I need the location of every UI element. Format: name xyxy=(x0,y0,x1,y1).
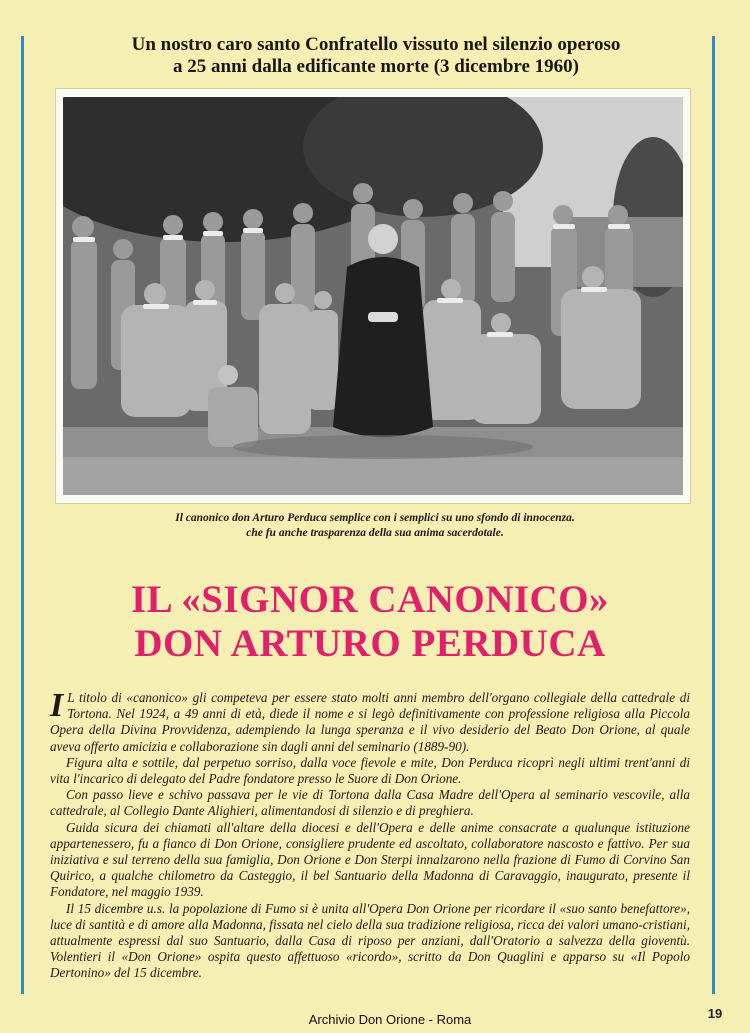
page-number: 19 xyxy=(707,1006,723,1021)
group-photo xyxy=(63,97,683,495)
drop-cap: I xyxy=(50,687,64,724)
title-line-1: IL «SIGNOR CANONICO» xyxy=(130,578,610,621)
caption-line-2: che fu anche trasparenza della sua anima sacerdotale. xyxy=(246,527,504,539)
article-body xyxy=(50,687,690,982)
paragraph-1 xyxy=(50,687,690,755)
right-blue-rule xyxy=(712,36,715,994)
left-blue-rule xyxy=(21,36,24,994)
paragraph-2: Figura alta e sottile, dal perpetuo sorriso, dalla voce fievole e mite, Don Perduca ricoprì negli ultimi trent'anni di vita l'incarico di delegato del Padre fondatore presso le Suore di Don Orione. xyxy=(50,754,690,787)
paragraph-3: Con passo lieve e schivo passava per le vie di Tortona dalla Casa Madre dell'Opera al seminario vescovile, alla cattedrale, al Collegio Dante Alighieri, alimentandosi di silenzio e di preghiera. xyxy=(50,787,690,819)
header-line-1: Un nostro caro santo Confratello vissuto nel silenzio operoso xyxy=(131,34,621,55)
photo-frame xyxy=(56,89,690,503)
article-title xyxy=(28,578,712,666)
paragraph-5: Il 15 dicembre u.s. la popolazione di Fumo si è unita all'Opera Don Orione per ricordare il «suo santo benefattore», luce di santità e di amore alla Madonna, fissata nel cielo della sua tradizione religiosa, ricca dei valori umano-cristiani, attualmente espressi dal suo Santuario, dalla Casa di riposo per anziani, dall'Oratorio a salvezza della gioventù. Volentieri il «Don Orione» ospita questo affettuoso «ricordo», scritto da Don Quaglini e apparso su «Il Popolo Dertonino» del 15 dicembre. xyxy=(50,900,690,981)
paragraph-4: Guida sicura dei chiamati all'altare della diocesi e dell'Opera e delle anime consacrate a qualunque istituzione appartenessero, fu a fianco di Don Orione, consigliere prudente ed ascoltato, collaboratore nascosto e fattivo. Per sua iniziativa e sul terreno della sua famiglia, Don Orione e Don Sterpi innalzarono nella frazione di Fumo di Corvino San Quirico, a qualche chilometro da Casteggio, il bel Santuario della Madonna di Caravaggio, inaugurato, presente il Fondatore, nel maggio 1939. xyxy=(50,819,690,900)
header-line-2: a 25 anni dalla edificante morte (3 dicembre 1960) xyxy=(173,56,579,77)
article-header xyxy=(40,34,712,78)
title-line-2: DON ARTURO PERDUCA xyxy=(134,622,606,665)
archive-credit: Archivio Don Orione - Roma xyxy=(308,1012,472,1027)
group-photo-illustration xyxy=(63,97,683,495)
caption-line-1: Il canonico don Arturo Perduca semplice con i semplici su uno sfondo di innocenza. xyxy=(175,512,575,524)
paragraph-1-text: L titolo di «canonico» gli competeva per essere stato molti anni membro dell'organo collegiale della cattedrale di Tortona. Nel 1924, a 49 anni di età, diede il nome e si legò definitivamente con professione religiosa alla Piccola Opera della Divina Provvidenza, adempiendo la lunga speranza e il vivo desiderio del Beato Don Orione, al quale aveva offerto amicizia e collaborazione sin dagli anni del seminario (1889-90). xyxy=(50,690,690,754)
photo-caption xyxy=(60,511,690,541)
